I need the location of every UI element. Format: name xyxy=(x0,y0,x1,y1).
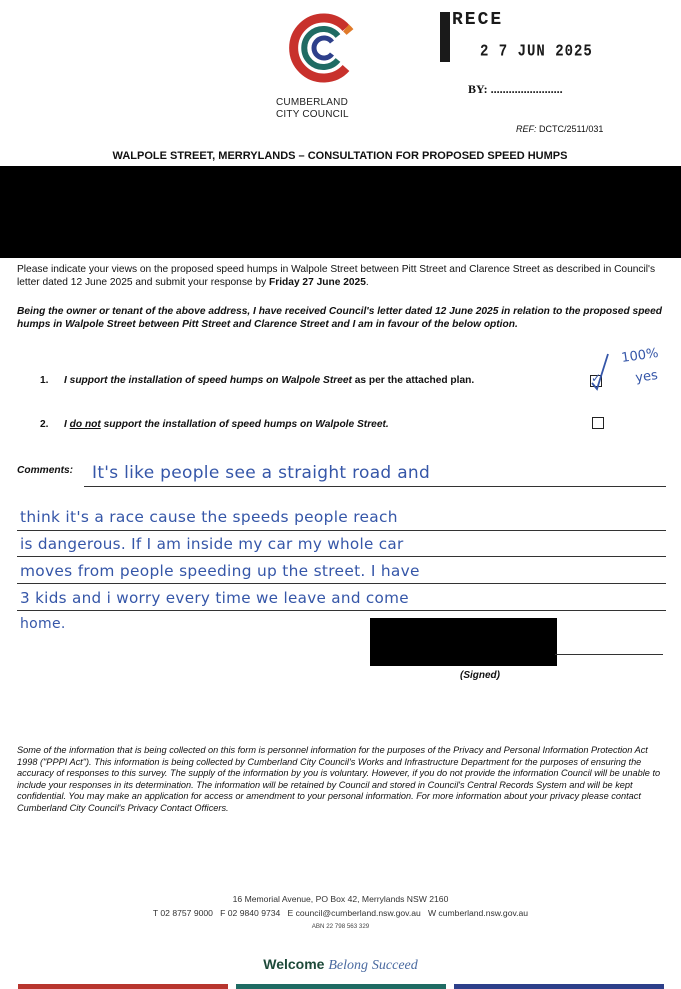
comment-line: think it's a race cause the speeds people reach xyxy=(20,508,398,526)
footer-web: W cumberland.nsw.gov.au xyxy=(427,908,529,918)
option-2-underlined: do not xyxy=(69,419,101,430)
document-title: WALPOLE STREET, MERRYLANDS – CONSULTATION FOR PROPOSED SPEED HUMPS xyxy=(112,150,568,162)
footer-color-bar xyxy=(454,984,664,989)
option-2-text-a: I xyxy=(64,419,70,430)
option-1-text-b: as per the attached plan. xyxy=(351,375,475,386)
comments-label: Comments: xyxy=(17,465,74,476)
comment-rule xyxy=(84,486,666,487)
stamp-bar xyxy=(440,12,450,62)
footer-address: 16 Memorial Avenue, PO Box 42, Merrylands NSW 2160 xyxy=(232,894,449,904)
annotation-line1: 100% xyxy=(620,345,660,366)
cumberland-logo xyxy=(286,12,358,84)
footer-contacts xyxy=(0,908,681,918)
stamp-date: 2 7 JUN 2025 xyxy=(480,42,593,62)
option-1-text-a: I support the installation of speed humps on Walpole Street xyxy=(64,375,352,386)
tagline-welcome: Welcome xyxy=(263,956,325,972)
checkbox-check-mark: ✓ xyxy=(591,371,602,385)
footer-tagline xyxy=(0,956,681,974)
handwritten-annotation xyxy=(586,340,676,392)
footer-color-bar xyxy=(18,984,228,989)
option-1 xyxy=(40,375,474,386)
comment-line: home. xyxy=(20,616,66,632)
ref-value: DCTC/2511/031 xyxy=(539,124,604,134)
intro-text: Please indicate your views on the proposed speed humps in Walpole Street between Pitt Street and Clarence Street as described in Council's letter dated 12 June 2025 and submit your response by xyxy=(17,264,656,288)
footer-phone: T 02 8757 9000 xyxy=(152,908,213,918)
comment-line: It's like people see a straight road and xyxy=(92,463,431,483)
signed-label: (Signed) xyxy=(460,670,500,681)
option-2 xyxy=(40,419,389,430)
received-stamp xyxy=(440,4,620,74)
intro-deadline: Friday 27 June 2025 xyxy=(269,277,366,288)
signature-line xyxy=(555,654,663,655)
comment-line: moves from people speeding up the street. I have xyxy=(20,562,420,580)
intro-end: . xyxy=(365,277,369,288)
comment-line: is dangerous. If I am inside my car my whole car xyxy=(20,535,404,553)
footer-email: E council@cumberland.nsw.gov.au xyxy=(287,908,421,918)
option-2-checkbox[interactable] xyxy=(592,417,604,429)
council-name xyxy=(276,97,386,121)
stamp-received: RECE xyxy=(452,10,504,30)
option-2-number: 2. xyxy=(40,419,49,430)
signature-redaction xyxy=(370,618,557,666)
tagline-succeed: Succeed xyxy=(371,958,418,973)
comment-rule xyxy=(17,583,666,584)
comment-rule xyxy=(17,556,666,557)
footer-fax: F 02 9840 9734 xyxy=(220,908,281,918)
comment-rule xyxy=(17,530,666,531)
council-name-line1: CUMBERLAND xyxy=(276,97,349,108)
ref-label: REF: xyxy=(516,124,537,134)
comment-rule xyxy=(17,610,666,611)
annotation-line2: yes xyxy=(634,367,659,386)
privacy-notice: Some of the information that is being collected on this form is personnel information for the purposes of the Privacy and Personal Information Protection Act 1998 ("PPPI Act"). This information is being collected by Cumberland City Council's Works and Infrastructure Department for the purposes of ensuring the accuracy of responses to this survey. The supply of the information by you is voluntary. However, if you do not provide the information Council will be unable to include your responses in its determination. The information will be retained by Council and stored in Council's Central Records System and will be kept confidential. You may make an application for access or amendment to your personal information. For more information about your privacy please contact Cumberland City Council's Privacy Contact Officers. xyxy=(17,745,661,813)
tagline-belong: Belong xyxy=(328,958,368,973)
council-name-line2: CITY COUNCIL xyxy=(276,109,349,120)
option-1-number: 1. xyxy=(40,375,49,386)
comment-line: 3 kids and i worry every time we leave and come xyxy=(20,589,409,607)
redaction-block xyxy=(0,166,681,258)
footer-abn: ABN 22 798 563 329 xyxy=(311,923,370,930)
reference xyxy=(516,124,603,134)
intro-paragraph xyxy=(17,263,667,289)
option-2-text-b: support the installation of speed humps on Walpole Street. xyxy=(100,419,389,430)
footer-color-bar xyxy=(236,984,446,989)
statement-paragraph: Being the owner or tenant of the above address, I have received Council's letter dated 12 June 2025 in relation to the proposed speed humps in Walpole Street between Pitt Street and Clarence Street and I am in favour of the below option. xyxy=(17,306,662,330)
stamp-by-line: BY: ........................ xyxy=(468,82,563,96)
